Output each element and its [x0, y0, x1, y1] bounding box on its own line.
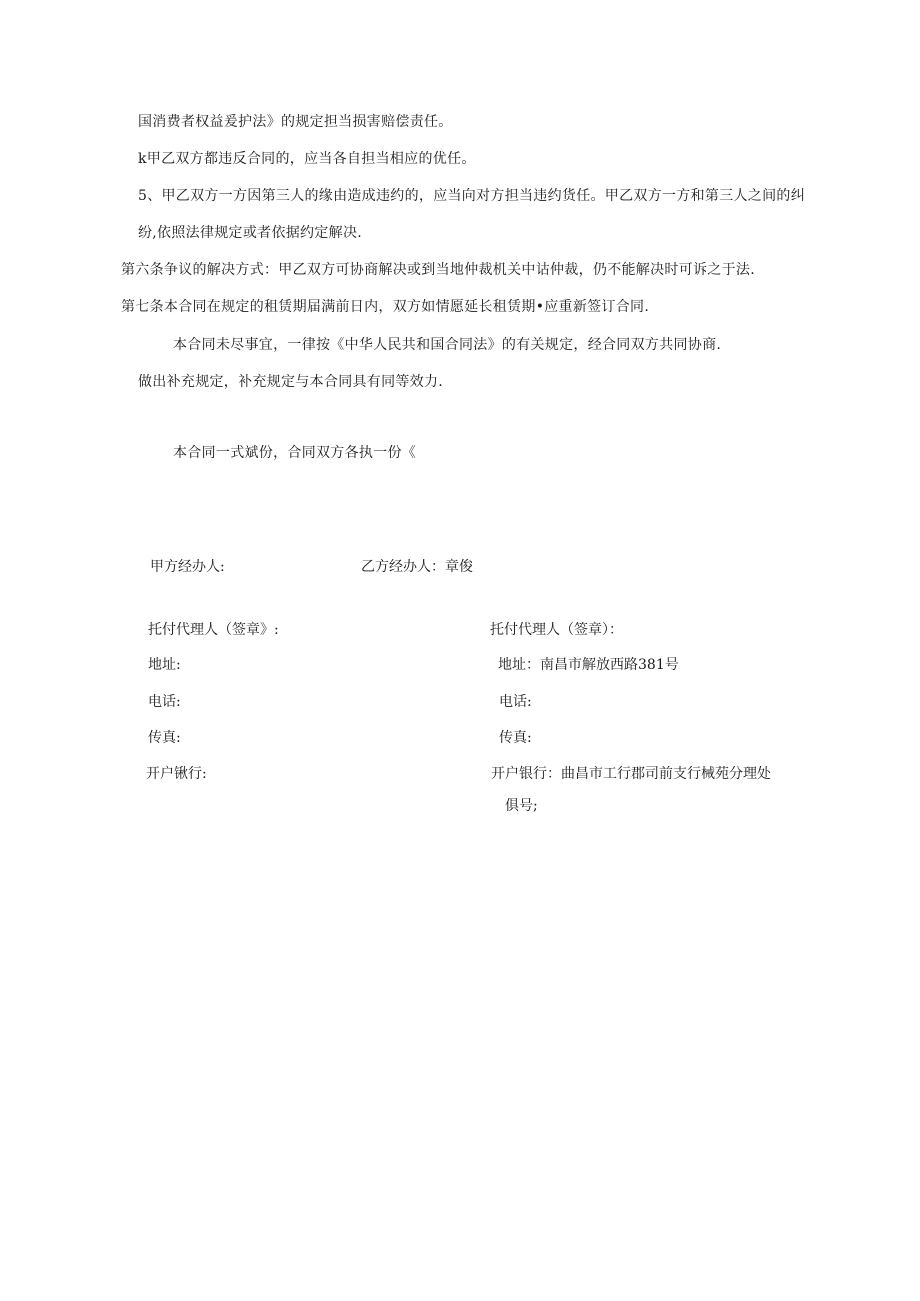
party-b-handler: 乙方经办人：章俊 [361, 559, 473, 575]
party-b-bank: 开户银行：曲昌市工行郡司前支行械苑分理处 [491, 766, 771, 782]
clause-p3-line1: 5、甲乙双方一方因第三人的缘由造成违约的，应当向对方担当违约货任。甲乙双方一方和第三人之间的纠 [138, 188, 806, 204]
party-b-address: 地址：南昌市解放西路381号 [498, 657, 679, 673]
copies-statement: 本合同一式斌份，合同双方各执一份《 [173, 445, 417, 461]
party-b-account: 俱号; [505, 798, 538, 814]
supplement-line2: 做出补充规定，补充规定与本合同具有同等效力. [138, 374, 444, 390]
party-a-phone: 电话: [148, 694, 181, 710]
article-7: 第七条本合同在规定的租赁期届满前日内，双方如情愿延长租赁期•应重新签订合同. [121, 299, 650, 315]
party-b-agent: 托付代理人（签章）： [490, 622, 623, 638]
clause-p2: k甲乙双方都违反合同的，应当各自担当相应的优任。 [138, 151, 476, 167]
party-a-bank: 开户锹行: [146, 766, 207, 782]
clause-p3-line2: 纷,依照法律规定或者依据约定解决. [138, 225, 362, 241]
supplement-line1: 本合同未尽事宜，一律按《中华人民共和国合同法》的有关规定，经合同双方共同协商. [173, 337, 722, 353]
party-b-fax: 传真: [499, 730, 532, 746]
party-a-address: 地址: [148, 657, 181, 673]
party-b-phone: 电话: [499, 694, 532, 710]
clause-p1: 国消费者权益爰护法》的规定担当损害赔偿责任。 [138, 114, 453, 130]
party-a-agent: 托付代理人（签章》: [148, 622, 279, 638]
party-a-handler: 甲方经办人: [150, 559, 225, 575]
article-6: 第六条争议的解决方式：甲乙双方可协商解决或到当地仲裁机关中诂仲裁，仍不能解决时可诉之于法. [121, 262, 755, 278]
party-a-fax: 传真: [148, 730, 181, 746]
